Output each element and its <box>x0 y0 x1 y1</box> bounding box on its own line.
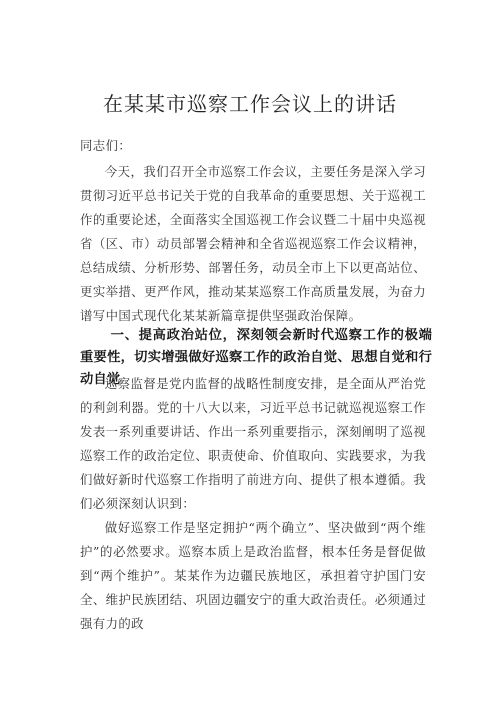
section-heading-1: 一、提高政治站位，深刻领会新时代巡察工作的极端重要性，切实增强做好巡察工作的政治自觉、思想自觉和行动自觉 <box>80 328 432 387</box>
paragraph-opening: 今天，我们召开全市巡察工作会议，主要任务是深入学习贯彻习近平总书记关于党的自我革命的重要思想、关于巡视工作的重要论述，全面落实全国巡视工作会议暨二十届中央巡视省（区、市）动员部署会精神和全省巡视巡察工作会议精神，总结成绩、分析形势、部署任务，动员全市上下以更高站位、更实举措、更严作风，推动某某巡察工作高质量发展，为奋力谱写中国式现代化某某新篇章提供坚强政治保障。 <box>80 164 426 323</box>
salutation: 同志们： <box>80 138 132 153</box>
document-title: 在某某市巡察工作会议上的讲话 <box>103 92 397 116</box>
paragraph-two-upholds: 做好巡察工作是坚定拥护“两个确立”、坚决做到“两个维护”的必然要求。巡察本质上是政治监督，根本任务是督促做到“两个维护”。某某作为边疆民族地区，承担着守护国门安全、维护民族团结、巩固边疆安宁的重大政治责任。必须通过强有力的政 <box>80 520 426 631</box>
paragraph-inspection-definition: 巡察监督是党内监督的战略性制度安排，是全面从严治党的利剑利器。党的十八大以来，习近平总书记就巡视巡察工作发表一系列重要讲话、作出一系列重要指示，深刻阐明了巡视巡察工作的政治定位、职责使命、价值取向、实践要求，为我们做好新时代巡察工作指明了前进方向、提供了根本遵循。我们必须深刻认识到： <box>80 376 426 511</box>
